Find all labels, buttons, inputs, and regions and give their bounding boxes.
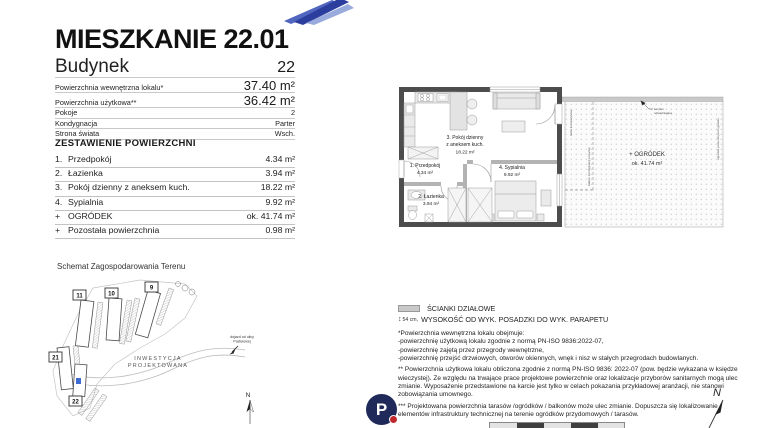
garden-label: + OGRÓDEK	[629, 152, 665, 158]
svg-text:N: N	[245, 392, 251, 399]
info-value: 36.42 m²	[243, 93, 295, 108]
investment-label	[128, 356, 188, 369]
table-row	[55, 197, 295, 211]
room-label: Sypialnia	[68, 196, 104, 207]
kitchen-island	[450, 92, 467, 130]
room-label: OGRÓDEK	[68, 210, 113, 221]
badge-9: 9	[149, 285, 154, 292]
row-number: +	[55, 210, 61, 221]
footnote-line: -powierzchnię użytkową lokalu zgodnie z normą PN-ISO 9836:2022-07,	[398, 338, 604, 346]
nightstand-icon	[537, 214, 544, 221]
badge-10: 10	[108, 291, 115, 298]
table-row	[55, 168, 295, 182]
info-row	[55, 93, 295, 108]
svg-text:INWESTYCJA: INWESTYCJA	[134, 356, 182, 362]
dresser-icon	[541, 190, 551, 206]
sill-height-label: WYSOKOŚĆ OD WYK. POSADZKI DO WYK. PARAPETU	[421, 315, 609, 324]
info-row	[55, 108, 295, 119]
svg-text:PROJEKTOWANA: PROJEKTOWANA	[127, 363, 189, 369]
room-area: 4.34 m²	[265, 154, 295, 164]
building-label: Budynek	[55, 56, 129, 77]
logo-dot-icon	[389, 415, 398, 424]
stove-icon	[418, 94, 433, 102]
table-row	[55, 182, 295, 196]
badge-21: 21	[52, 355, 59, 362]
svg-text:z aneksem kuch.: z aneksem kuch.	[446, 142, 484, 148]
partition-legend-label: ŚCIANKI DZIAŁOWE	[427, 304, 496, 313]
chair-icon	[467, 99, 477, 109]
room-area: 3.94 m²	[265, 168, 295, 179]
scale-bar	[489, 422, 625, 428]
chair-icon	[467, 115, 477, 125]
row-number: 2.	[55, 168, 63, 179]
room-area: 9.92 m²	[265, 196, 295, 207]
info-value: 2	[290, 108, 295, 117]
room-area: 0.98 m²	[265, 224, 295, 235]
sofa-icon	[493, 93, 540, 109]
row-number: +	[55, 224, 61, 235]
svg-text:9.92 m²: 9.92 m²	[503, 173, 521, 178]
footnotes	[398, 330, 738, 419]
living-room-label: 3. Pokój dzienny	[446, 135, 484, 141]
sink-icon	[437, 94, 448, 102]
garden-note: ogródek poza obrysem garażu	[716, 118, 720, 160]
site-plan	[45, 276, 315, 428]
badge-22: 22	[72, 399, 79, 406]
hall-label: 1. Przedpokój	[409, 163, 441, 169]
info-value: Parter	[275, 118, 295, 128]
table-row	[55, 211, 295, 225]
coffee-table-icon	[502, 121, 525, 132]
footnote-paragraph: *** Projektowana powierzchnia tarasów /ogródków / balkonów może ulec zmianie. Dopuszcza się lokalizowanie elementów infrastruktury technicznej na terenie ogródków przydomowych / tarasów.	[398, 402, 718, 418]
sill-height-value: 54 cm,	[402, 316, 419, 323]
north-arrow-icon	[702, 384, 736, 428]
apartment-info-table	[55, 56, 295, 140]
unit-location-marker	[76, 378, 81, 384]
info-label: Powierzchnia użytkowa**	[55, 98, 137, 107]
garden-area-value: ok. 41.74 m²	[631, 161, 663, 167]
area-summary-title: ZESTAWIENIE POWIERZCHNI	[55, 138, 196, 149]
room-area: ok. 41.74 m²	[246, 210, 295, 221]
info-label: Strona świata	[55, 129, 100, 138]
info-value: 37.40 m²	[243, 78, 295, 93]
footnote-line: *Powierzchnia wewnętrzna lokalu obejmuje:	[398, 330, 525, 337]
building-row	[55, 56, 295, 78]
developer-logo	[366, 394, 397, 425]
badge-11: 11	[76, 293, 83, 300]
logo-letter: P	[375, 399, 388, 419]
floor-plan	[395, 78, 730, 238]
room-area: 18.22 m²	[260, 182, 295, 193]
row-number: 4.	[55, 196, 63, 207]
svg-text:korytko: korytko	[654, 107, 664, 111]
footnote-line: -powierzchnię zajętą przez przegrody wewnętrzne,	[398, 346, 544, 354]
info-label: Kondygnacja	[55, 118, 98, 128]
info-label: Powierzchnia wewnętrzna lokalu*	[55, 83, 164, 92]
info-row	[55, 78, 295, 93]
svg-text:Pastelowej: Pastelowej	[233, 339, 251, 344]
footnote-paragraph: ** Powierzchnia użytkowa lokalu obliczona zgodnie z normą PN-ISO 9836: 2022-07 (pow. będzie wykazana w księdze wieczystej). Ze względu na trwające prace projektowe powierzchnie oraz lokalizacje przyborów sanitarnych mogą ulec zmianie. Wyposażenie przedstawione na karcie jest tylko w celach pokazania przykładowej aranżacji, nie stanowi zobowiązania umownego.	[398, 366, 738, 399]
access-arrow-icon	[230, 349, 236, 355]
row-number: 1.	[55, 154, 63, 164]
table-row	[55, 225, 295, 239]
area-summary-table	[55, 154, 295, 239]
info-row	[55, 119, 295, 130]
svg-text:dojazd od ulicy: dojazd od ulicy	[230, 335, 254, 339]
room-label: Pokój dzienny z aneksem kuch.	[68, 182, 190, 193]
site-north-arrow-icon	[246, 392, 254, 424]
bedroom-label: 4. Sypialnia	[499, 165, 525, 171]
room-label: Przedpokój	[68, 154, 112, 164]
garden-area	[562, 97, 723, 227]
height-arrow-icon: ↕	[398, 316, 402, 323]
partition-swatch-icon	[398, 305, 420, 312]
site-plan-title: Schemat Zagospodarowania Terenu	[57, 262, 186, 271]
svg-text:18.22 m²: 18.22 m²	[455, 150, 475, 156]
table-row	[55, 154, 295, 168]
balcony-above-note: balkon kondygnacji powyżej	[587, 147, 591, 186]
room-label: Pozostała powierzchnia	[68, 224, 160, 235]
brand-brush-icon	[276, 0, 366, 25]
room-label: Łazienka	[68, 168, 103, 179]
svg-text:odwadniające: odwadniające	[654, 110, 673, 115]
building-value: 22	[277, 59, 295, 76]
plan-legend	[398, 303, 608, 325]
row-number: 3.	[55, 182, 63, 193]
terrace-note: taras kompozytowy	[569, 109, 573, 136]
svg-text:N: N	[713, 387, 721, 399]
page-title: MIESZKANIE 22.01	[55, 24, 289, 54]
bathroom-label: 2. Łazienka	[418, 194, 444, 200]
access-label	[230, 335, 255, 355]
footnote-line: -powierzchnię przejść drzwiowych, otworów okiennych, wnęk i nisz w stałych przegrodach budowlanych.	[398, 354, 699, 362]
info-label: Pokoje	[55, 108, 78, 117]
svg-text:4.34 m²: 4.34 m²	[416, 171, 434, 176]
svg-text:3.94 m²: 3.94 m²	[422, 202, 440, 207]
info-value: Wsch.	[274, 129, 295, 138]
